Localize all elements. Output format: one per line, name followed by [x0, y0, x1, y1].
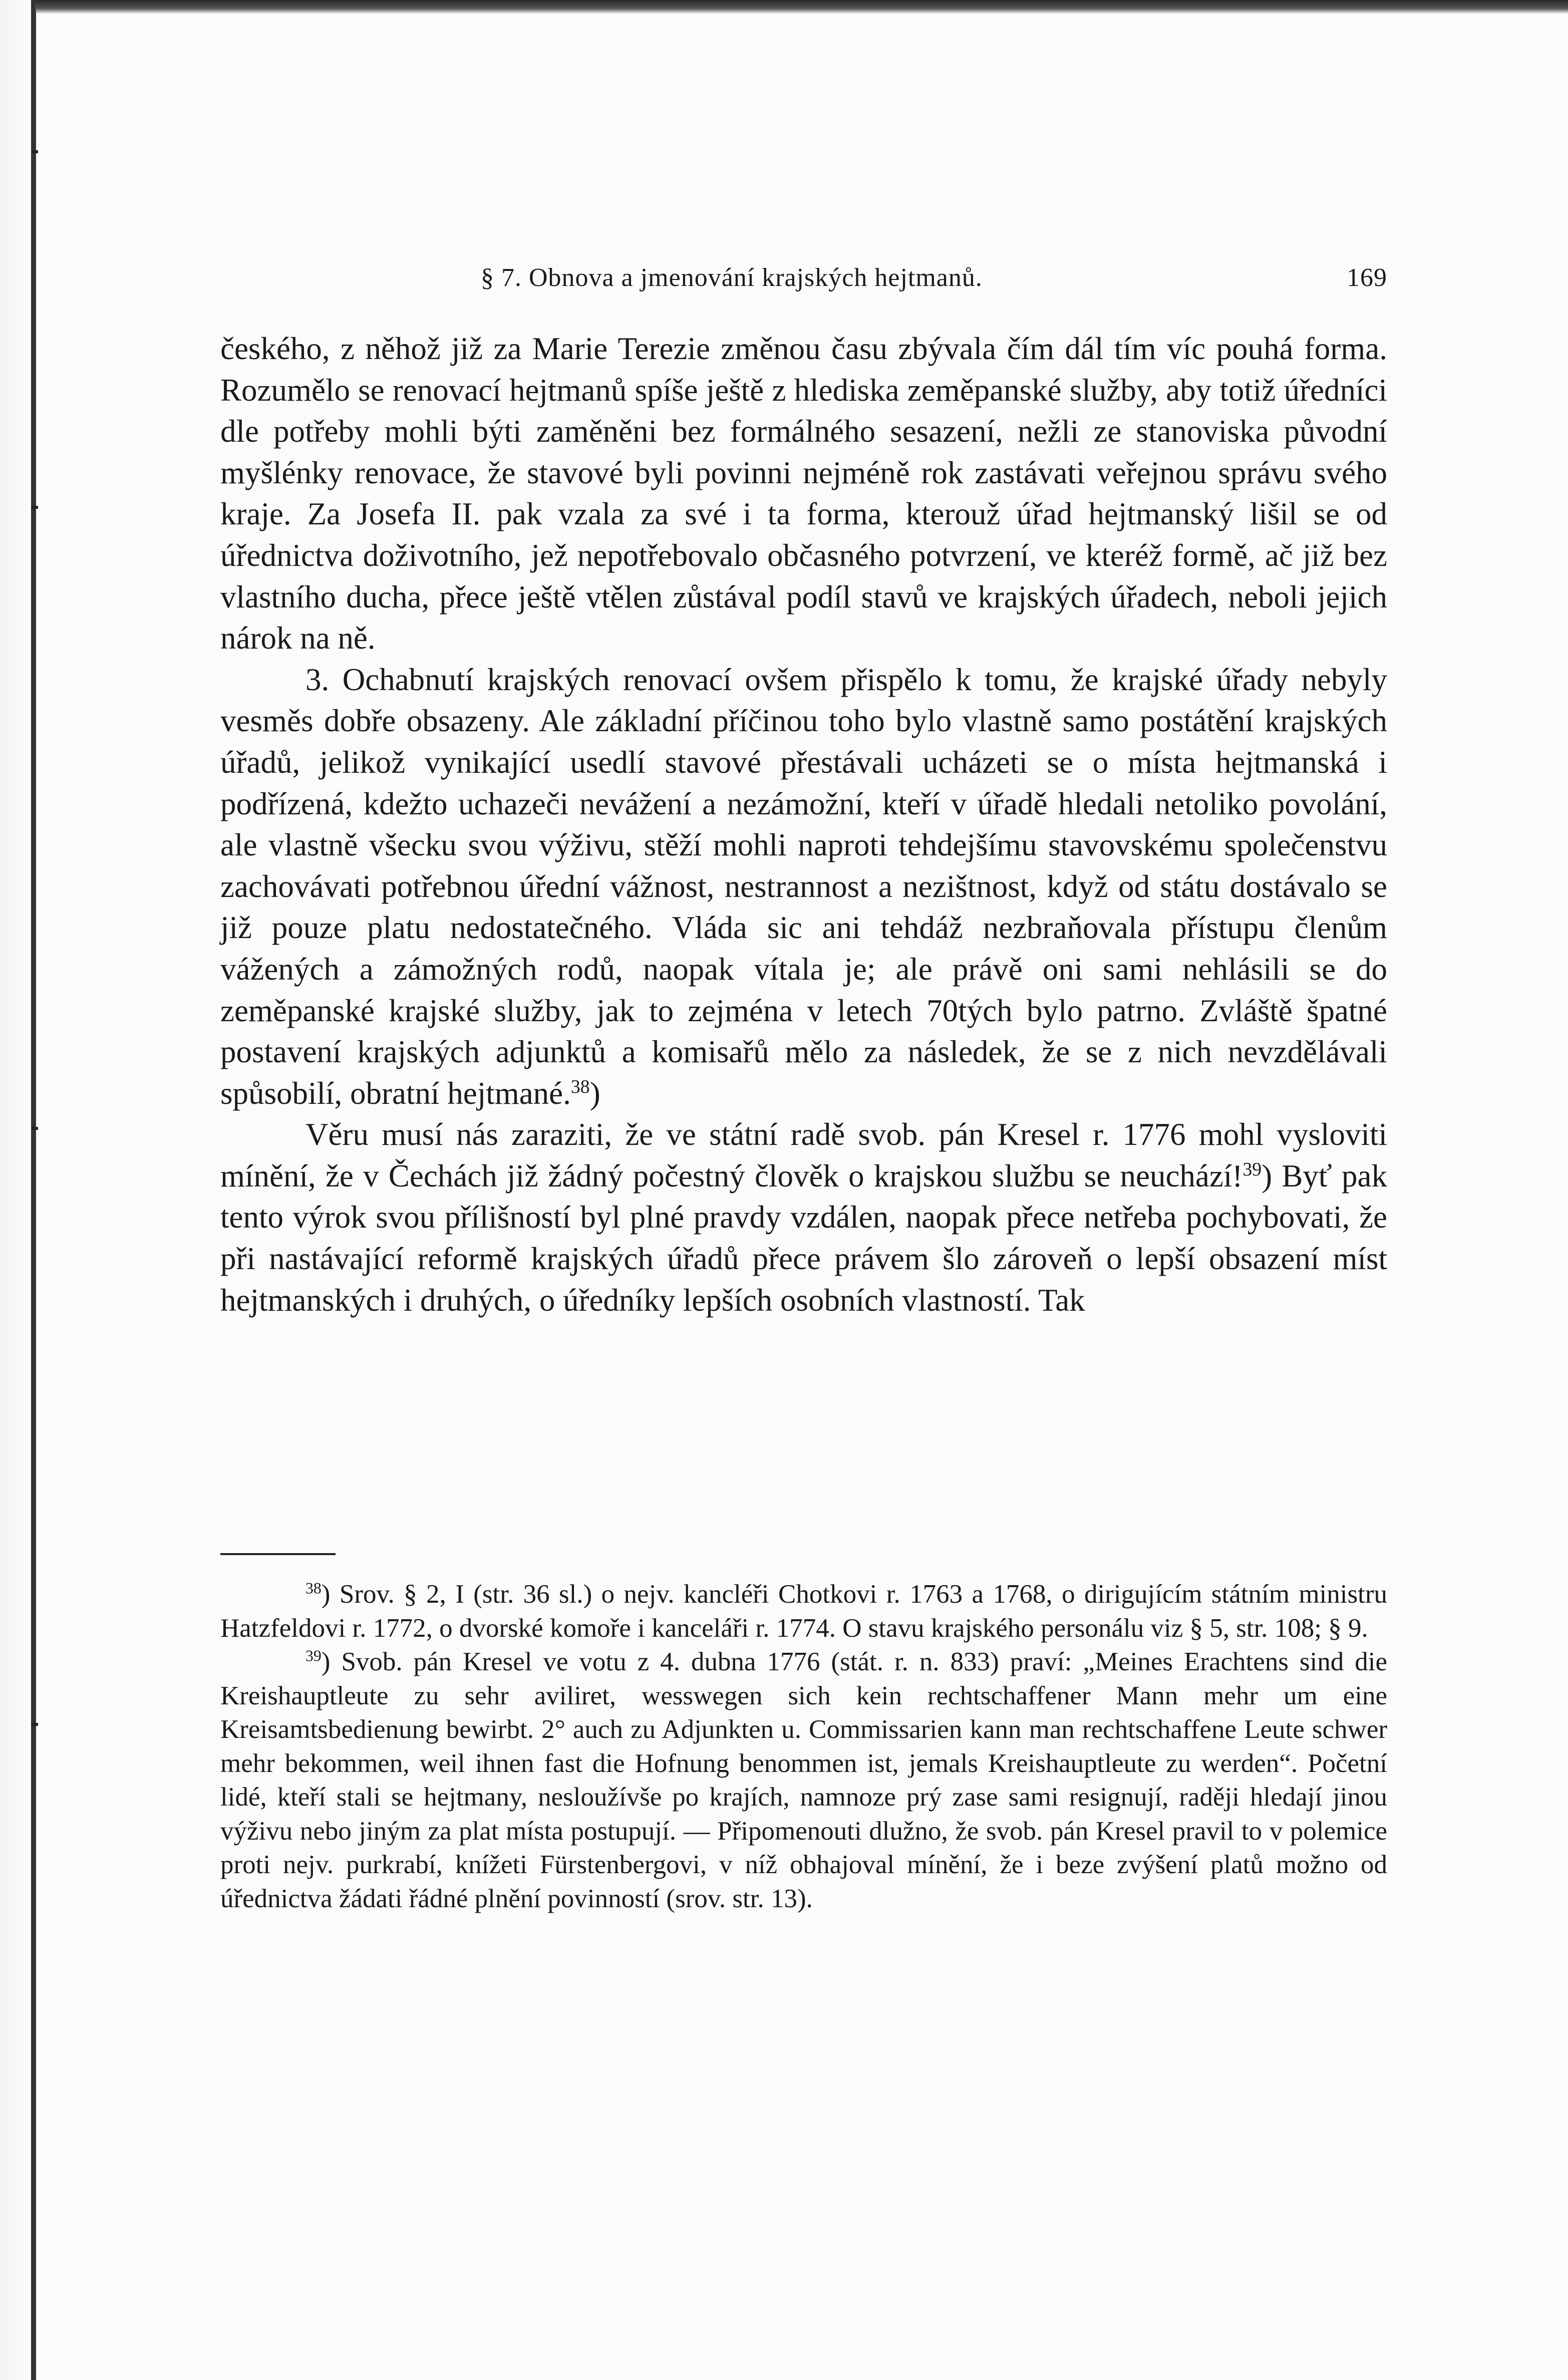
paragraph-3-text-b: Byť pak tento výrok svou přílišností byl plné pravdy vzdálen, naopak přece netřeba pochybovati, že při nastávající reformě krajských úřadů přece právem šlo zároveň o lepší obsazení míst hejtmanských i druhých, o úředníky lepších osobních vlastností. Tak — [220, 1158, 1387, 1318]
scan-top-edge — [35, 0, 1568, 14]
footnote-text: Srov. § 2, I (str. 36 sl.) o nejv. kancléři Chotkovi r. 1763 a 1768, o dirigujícím státním ministru Hatzfeldovi r. 1772, o dvorské komoře i kanceláři r. 1774. O stavu krajského personálu viz § 5, str. 108; § 9. — [220, 1580, 1387, 1643]
footnote-ref-39: 39 — [1242, 1158, 1262, 1180]
scan-mark — [31, 1723, 38, 1726]
scan-mark — [31, 506, 38, 509]
footnote-38: $^{38}$) Srov. § 2, I (str. 36 sl.) o nejv. kancléři Chotkovi r. 1763 a 1768, o dirigujícím státním ministru Hatzfeldovi r. 1772, o dvorské komoře i kanceláři r. 1774. O stavu krajského personálu viz § 5, str. 108; § 9. — [220, 1579, 1387, 1643]
paragraph-3-text-a: Věru musí nás zaraziti, že ve státní radě svob. pán Kresel r. 1776 mohl vysloviti mínění, že v Čechách již žádný počestný člověk o krajskou službu se neuchází! — [220, 1117, 1387, 1194]
paragraph-2-text: 3. Ochabnutí krajských renovací ovšem přispělo k tomu, že krajské úřady nebyly vesměs dobře obsazeny. Ale základní příčinou toho bylo vlastně samo postátění krajských úřadů, jelikož vynikající usedlí stavové přestávali ucházeti se o místa hejtmanská i podřízená, kdežto uchazeči nevážení a nezámožní, kteří v úřadě hledali netoliko povolání, ale vlastně všecku svou výživu, stěží mohli naproti tehdejšímu stavovskému společenstvu zachovávati potřebnou úřední vážnost, nestrannost a nezištnost, když od státu dostávalo se již pouze platu nedostatečného. Vláda sic ani tehdáž nezbraňovala přístupu členům vážených a zámožných rodů, naopak vítala je; ale právě oni sami nehlásili se do zeměpanské krajské služby, jak to zejména v letech 70tých bylo patrno. Zvláště špatné postavení krajských adjunktů a komisařů mělo za následek, že se z nich nevzdělávali spůsobilí, obratní hejtmané. — [220, 662, 1387, 1111]
paragraph-2: 3. Ochabnutí krajských renovací ovšem přispělo k tomu, že krajské úřady nebyly vesměs dobře obsazeny. Ale základní příčinou toho bylo vlastně samo postátění krajských úřadů, jelikož vynikající usedlí stavové přestávali ucházeti se o místa hejtmanská i podřízená, kdežto uchazeči nevážení a nezámožní, kteří v úřadě hledali netoliko povolání, ale vlastně všecku svou výživu, stěží mohli naproti tehdejšímu stavovskému společenstvu zachovávati potřebnou úřední vážnost, nestrannost a nezištnost, když od státu dostávalo se již pouze platu nedostatečného. Vláda sic ani tehdáž nezbraňovala přístupu členům vážených a zámožných rodů, naopak vítala je; ale právě oni sami nehlásili se do zeměpanské krajské služby, jak to zejména v letech 70tých bylo patrno. Zvláště špatné postavení krajských adjunktů a komisařů mělo za následek, že se z nich nevzdělávali spůsobilí, obratní hejtmané.$^{38}$) — [220, 662, 1387, 1111]
paragraph-1: českého, z něhož již za Marie Terezie změnou času zbývala čím dál tím víc pouhá forma. Rozumělo se renovací hejtmanů spíše ještě z hlediska zeměpanské služby, aby totiž úředníci dle potřeby mohli býti zaměněni bez formálného sesazení, nežli ze stanoviska původní myšlénky renovace, že stavové byli povinni nejméně rok zastávati veřejnou správu svého kraje. Za Josefa II. pak vzala za své i ta forma, kterouž úřad hejtmanský lišil se od úřednictva doživotního, jež nepotřebovalo občasného potvrzení, ve kteréž formě, ač již bez vlastního ducha, přece ještě vtělen zůstával podíl stavů ve krajských úřadech, neboli jejich nárok na ně. — [220, 331, 1387, 656]
footnote-39: $^{39}$) Svob. pán Kresel ve votu z 4. dubna 1776 (stát. r. n. 833) praví: „Meines Erachtens sind die Kreishauptleute zu sehr aviliret, wesswegen sich kein rechtschaffener Mann mehr um eine Kreisamtsbedienung bewirbt. 2° auch zu Adjunkten u. Commissarien kann man rechtschaffene Leute schwer mehr bekommen, weil ihnen fast die Hofnung benommen ist, jemals Kreishauptleute zu werden“. Početní lidé, kteří stali se hejtmany, nesloužívše po krajích, namnoze prý zase sami resignují, raději hledají jinou výživu nebo jiným za plat místa postupují. — Připomenouti dlužno, že svob. pán Kresel pravil to v polemice proti nejv. purkrabí, knížeti Fürstenbergovi, v níž obhajoval mínění, že i beze zvýšení platů možno od úřednictva žádati řádné plnění povinností (srov. str. 13). — [220, 1647, 1387, 1913]
footnote-marker: 39 — [305, 1647, 322, 1665]
footnote-marker: 38 — [305, 1579, 322, 1597]
paragraph-3: Věru musí nás zaraziti, že ve státní radě svob. pán Kresel r. 1776 mohl vysloviti mínění, že v Čechách již žádný počestný člověk o krajskou službu se neuchází!$^{39}$) Byť pak tento výrok svou přílišností byl plné pravdy vzdálen, naopak přece netřeba pochybovati, že při nastávající reformě krajských úřadů přece právem šlo zároveň o lepší obsazení míst hejtmanských i druhých, o úředníky lepších osobních vlastností. Tak — [220, 1117, 1387, 1318]
scan-binding-edge — [31, 0, 36, 2380]
footnote-text: Svob. pán Kresel ve votu z 4. dubna 1776 (stát. r. n. 833) praví: „Meines Erachtens sind die Kreishauptleute zu sehr aviliret, wesswegen sich kein rechtschaffener Mann mehr um eine Kreisamtsbedienung bewirbt. 2° auch zu Adjunkten u. Commissarien kann man rechtschaffene Leute schwer mehr bekommen, weil ihnen fast die Hofnung benommen ist, jemals Kreishauptleute zu werden“. Početní lidé, kteří stali se hejtmany, nesloužívše po krajích, namnoze prý zase sami resignují, raději hledají jinou výživu nebo jiným za plat místa postupují. — Připomenouti dlužno, že svob. pán Kresel pravil to v polemice proti nejv. purkrabí, knížeti Fürstenbergovi, v níž obhajoval mínění, že i beze zvýšení platů možno od úřednictva žádati řádné plnění povinností (srov. str. 13). — [220, 1647, 1387, 1913]
running-title: § 7. Obnova a jmenování krajských hejtmanů. — [481, 263, 983, 292]
page-number: 169 — [1347, 263, 1387, 292]
main-text — [220, 328, 1387, 1321]
scan-mark — [31, 1127, 38, 1130]
footnote-separator — [220, 1553, 336, 1555]
footnote-ref-38: 38 — [570, 1076, 590, 1097]
footnotes — [220, 1578, 1387, 1916]
scan-mark — [31, 150, 38, 153]
scan-margin — [0, 0, 31, 2380]
running-header — [220, 260, 1387, 295]
